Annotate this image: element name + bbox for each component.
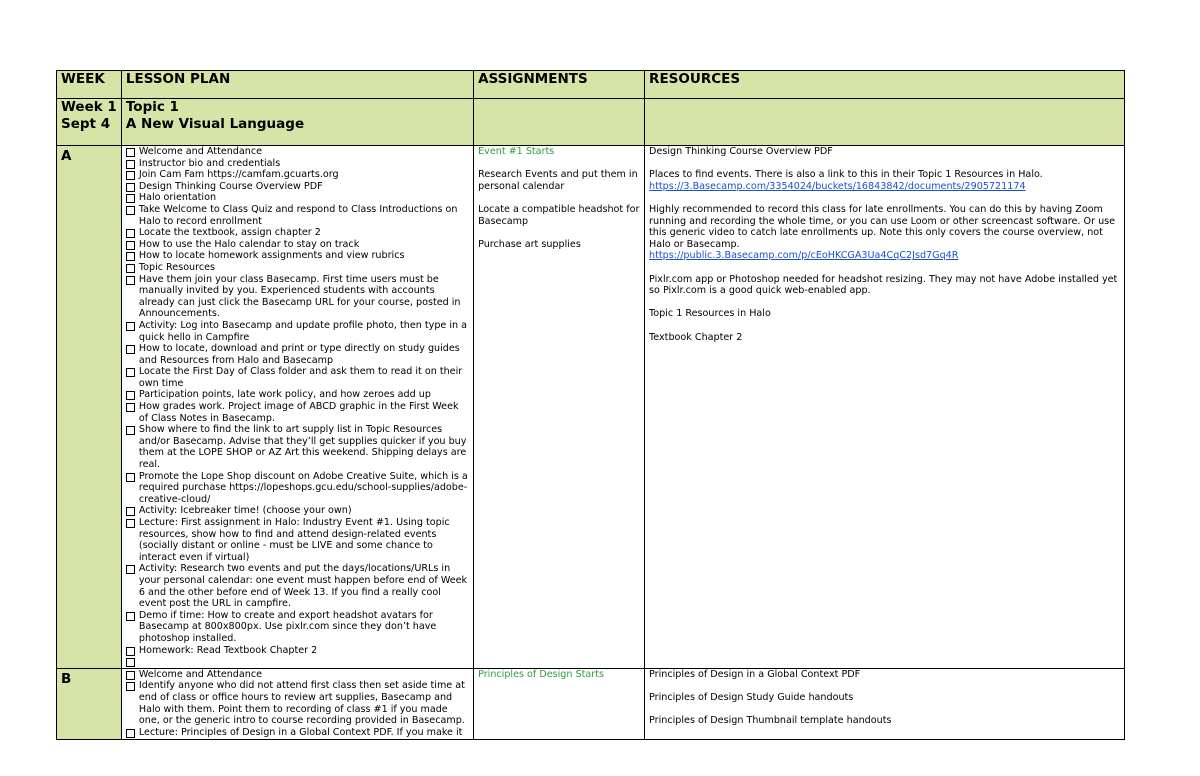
- basecamp-doc-link[interactable]: https://3.Basecamp.com/3354024/buckets/16843842/documents/2905721174: [649, 180, 1026, 192]
- checklist-item-text: How to use the Halo calendar to stay on track: [138, 238, 360, 250]
- header-lesson-plan: LESSON PLAN: [121, 71, 473, 99]
- checkbox-icon[interactable]: [126, 647, 135, 656]
- checklist-item: [126, 274, 469, 320]
- header-resources: RESOURCES: [645, 71, 1125, 99]
- checklist-item-text: Have them join your class Basecamp. First time users must be manually invited by you. Experienced students with accounts already can just click the Basecamp URL for your course, posted in Announcements.: [138, 273, 461, 320]
- topic-resources-cell: [645, 99, 1125, 146]
- week-number: Week 1: [61, 99, 117, 115]
- checklist-item-text: Join Cam Fam https://camfam.gcuarts.org: [138, 169, 339, 181]
- checklist-item: [126, 204, 469, 227]
- checkbox-icon[interactable]: [126, 391, 135, 400]
- checkbox-icon[interactable]: [126, 565, 135, 574]
- week-date: Sept 4: [61, 116, 111, 132]
- week-row: [57, 99, 1125, 146]
- header-assignments: ASSIGNMENTS: [474, 71, 645, 99]
- section-b-assignments-cell: [474, 668, 645, 739]
- checklist-item-text: Show where to find the link to art supply list in Topic Resources and/or Basecamp. Advise that they’ll get supplies quicker if you buy them at the LOPE SHOP or AZ Art this weekend. Shipping delays are real.: [138, 424, 467, 471]
- section-a-assignments-cell: [474, 146, 645, 669]
- assignment-item: Research Events and put them in personal calendar: [478, 169, 638, 192]
- checklist-item-text: How grades work. Project image of ABCD graphic in the First Week of Class Notes in Basecamp.: [138, 401, 459, 424]
- checklist-item-text: Topic Resources: [138, 261, 216, 273]
- checklist-item: [126, 505, 469, 517]
- topic-cell: [121, 99, 473, 146]
- checklist-item-text: Lecture: First assignment in Halo: Industry Event #1. Using topic resources, show how to find and attend design-related events (socially distant or online - must be LIVE and some chance to interact even if virtual): [138, 517, 450, 563]
- checklist-item: [126, 158, 469, 170]
- checklist-item: [126, 169, 469, 181]
- checklist-item: [126, 262, 469, 274]
- resource-zoom: Highly recommended to record this class for late enrollments. You can do this by having Zoom running and recording the whole time, or you can use Loom or other screencast software. Or use this generic video to catch late enrollments up. Note this only covers the course overview, not Halo or Basecamp.: [649, 203, 1116, 250]
- checklist-item-text: Halo orientation: [138, 192, 217, 204]
- section-b-row: [57, 668, 1125, 739]
- checklist-item-text: Lecture: Principles of Design in a Global Context PDF. If you make it: [138, 726, 463, 738]
- header-row: [57, 71, 1125, 99]
- checklist-item: [126, 366, 469, 389]
- header-week: WEEK: [57, 71, 122, 99]
- checklist-item-text: Welcome and Attendance: [138, 668, 263, 680]
- checklist-item-text: Participation points, late work policy, and how zeroes add up: [138, 389, 431, 401]
- checkbox-icon[interactable]: [126, 426, 135, 435]
- checklist-item-text: Design Thinking Course Overview PDF: [138, 180, 323, 192]
- resource-pixlr: Pixlr.com app or Photoshop needed for headshot resizing. They may not have Adobe installed yet so Pixlr.com is a good quick web-enabled app.: [649, 273, 1118, 297]
- checklist-item: [126, 343, 469, 366]
- resource-textbook: Textbook Chapter 2: [649, 331, 743, 343]
- section-a-label: A: [57, 146, 122, 669]
- resource-item: Principles of Design in a Global Context PDF: [649, 668, 861, 680]
- checklist-item: [126, 563, 469, 609]
- checkbox-icon[interactable]: [126, 322, 135, 331]
- checklist-item: [126, 227, 469, 239]
- checklist-item: [126, 610, 469, 645]
- section-a-checklist: [126, 146, 469, 668]
- checkbox-icon[interactable]: [126, 403, 135, 412]
- checkbox-icon[interactable]: [126, 160, 135, 169]
- checkbox-icon[interactable]: [126, 729, 135, 738]
- checklist-item: [126, 389, 469, 401]
- section-a-lesson-cell: [121, 146, 473, 669]
- lesson-plan-table: [56, 70, 1125, 740]
- checklist-item: [126, 401, 469, 424]
- event-1-starts: Event #1 Starts: [478, 146, 555, 157]
- checkbox-icon[interactable]: [126, 658, 135, 667]
- checklist-item-text: How to locate, download and print or type directly on study guides and Resources from Halo and Basecamp: [138, 343, 460, 366]
- checkbox-icon[interactable]: [126, 276, 135, 285]
- checkbox-icon[interactable]: [126, 473, 135, 482]
- checkbox-icon[interactable]: [126, 194, 135, 203]
- checklist-item: [126, 181, 469, 193]
- checkbox-icon[interactable]: [126, 612, 135, 621]
- resource-places: Places to find events. There is also a link to this in their Topic 1 Resources in Halo.: [649, 169, 1043, 181]
- assignment-item: Purchase art supplies: [478, 238, 581, 250]
- checklist-item-text: Promote the Lope Shop discount on Adobe Creative Suite, which is a required purchase https://lopeshops.gcu.edu/school-supplies/adobe-creative-cloud/: [138, 470, 468, 505]
- resource-zoom-block: [649, 204, 1120, 262]
- week-cell: [57, 99, 122, 146]
- section-a-row: [57, 146, 1125, 669]
- checklist-item-text: Activity: Log into Basecamp and update profile photo, then type in a quick hello in Campfire: [138, 319, 468, 343]
- checkbox-icon[interactable]: [126, 171, 135, 180]
- checklist-item: [126, 669, 469, 681]
- checklist-item-text: Locate the textbook, assign chapter 2: [138, 227, 321, 239]
- checklist-item-text: Demo if time: How to create and export headshot avatars for Basecamp at 800x800px. Use pixlr.com since they don’t have photoshop installed.: [138, 609, 437, 644]
- checkbox-icon[interactable]: [126, 252, 135, 261]
- resource-overview: Design Thinking Course Overview PDF: [649, 146, 833, 157]
- checkbox-icon[interactable]: [126, 507, 135, 516]
- checklist-item: [126, 656, 469, 668]
- checklist-item-text: Take Welcome to Class Quiz and respond to Class Introductions on Halo to record enrollment: [138, 203, 458, 227]
- checklist-item-text: Locate the First Day of Class folder and ask them to read it on their own time: [138, 366, 463, 389]
- checklist-item-text: Identify anyone who did not attend first class then set aside time at end of class or office hours to review art supplies, Basecamp and Halo with them. Point them to recording of class #1 if you made one, or the generic intro to course recording provided in Basecamp.: [138, 680, 465, 727]
- checklist-item-text: Instructor bio and credentials: [138, 157, 281, 169]
- checklist-item: [126, 517, 469, 563]
- resource-item: Principles of Design Study Guide handouts: [649, 691, 854, 703]
- checkbox-icon[interactable]: [126, 241, 135, 250]
- checklist-item: [126, 424, 469, 470]
- checkbox-icon[interactable]: [126, 368, 135, 377]
- checklist-item-text: Homework: Read Textbook Chapter 2: [138, 644, 318, 656]
- principles-starts: Principles of Design Starts: [478, 668, 604, 680]
- topic-number: Topic 1: [125, 99, 179, 115]
- checklist-item: [126, 471, 469, 506]
- resource-topic: Topic 1 Resources in Halo: [649, 308, 771, 320]
- checklist-item: [126, 727, 469, 739]
- resource-places-block: [649, 169, 1120, 192]
- topic-title: A New Visual Language: [125, 116, 305, 132]
- checkbox-icon[interactable]: [126, 206, 135, 215]
- checkbox-icon[interactable]: [126, 183, 135, 192]
- checklist-item: [126, 645, 469, 657]
- assignment-item: Locate a compatible headshot for Basecamp: [478, 203, 640, 227]
- checklist-item: [126, 250, 469, 262]
- resource-item: Principles of Design Thumbnail template handouts: [649, 715, 892, 727]
- section-b-label: B: [57, 668, 122, 739]
- section-b-checklist: [126, 669, 469, 739]
- checklist-item-text: Activity: Research two events and put the days/locations/URLs in your personal calendar: one event must happen before end of Week 6 and the other before end of Week 13. If you find a really cool event post the URL in campfire.: [138, 563, 468, 610]
- checklist-item: [126, 320, 469, 343]
- checkbox-icon[interactable]: [126, 264, 135, 273]
- checklist-item: [126, 239, 469, 251]
- checklist-item-text: Welcome and Attendance: [138, 146, 263, 157]
- checklist-item: [126, 146, 469, 158]
- checkbox-icon[interactable]: [126, 229, 135, 238]
- basecamp-public-link[interactable]: https://public.3.Basecamp.com/p/cEoHKCGA3Ua4CqC2Jsd7Gq4R: [649, 250, 959, 262]
- checkbox-icon[interactable]: [126, 519, 135, 528]
- checklist-item: [126, 192, 469, 204]
- checklist-item-text: How to locate homework assignments and view rubrics: [138, 250, 405, 262]
- checkbox-icon[interactable]: [126, 345, 135, 354]
- section-a-resources-cell: [645, 146, 1125, 669]
- checklist-item-text: Activity: Icebreaker time! (choose your own): [138, 505, 352, 517]
- checkbox-icon[interactable]: [126, 682, 135, 691]
- section-b-resources-cell: [645, 668, 1125, 739]
- topic-assignments-cell: [474, 99, 645, 146]
- checklist-item: [126, 680, 469, 726]
- checkbox-icon[interactable]: [126, 148, 135, 157]
- section-b-lesson-cell: [121, 668, 473, 739]
- checkbox-icon[interactable]: [126, 671, 135, 680]
